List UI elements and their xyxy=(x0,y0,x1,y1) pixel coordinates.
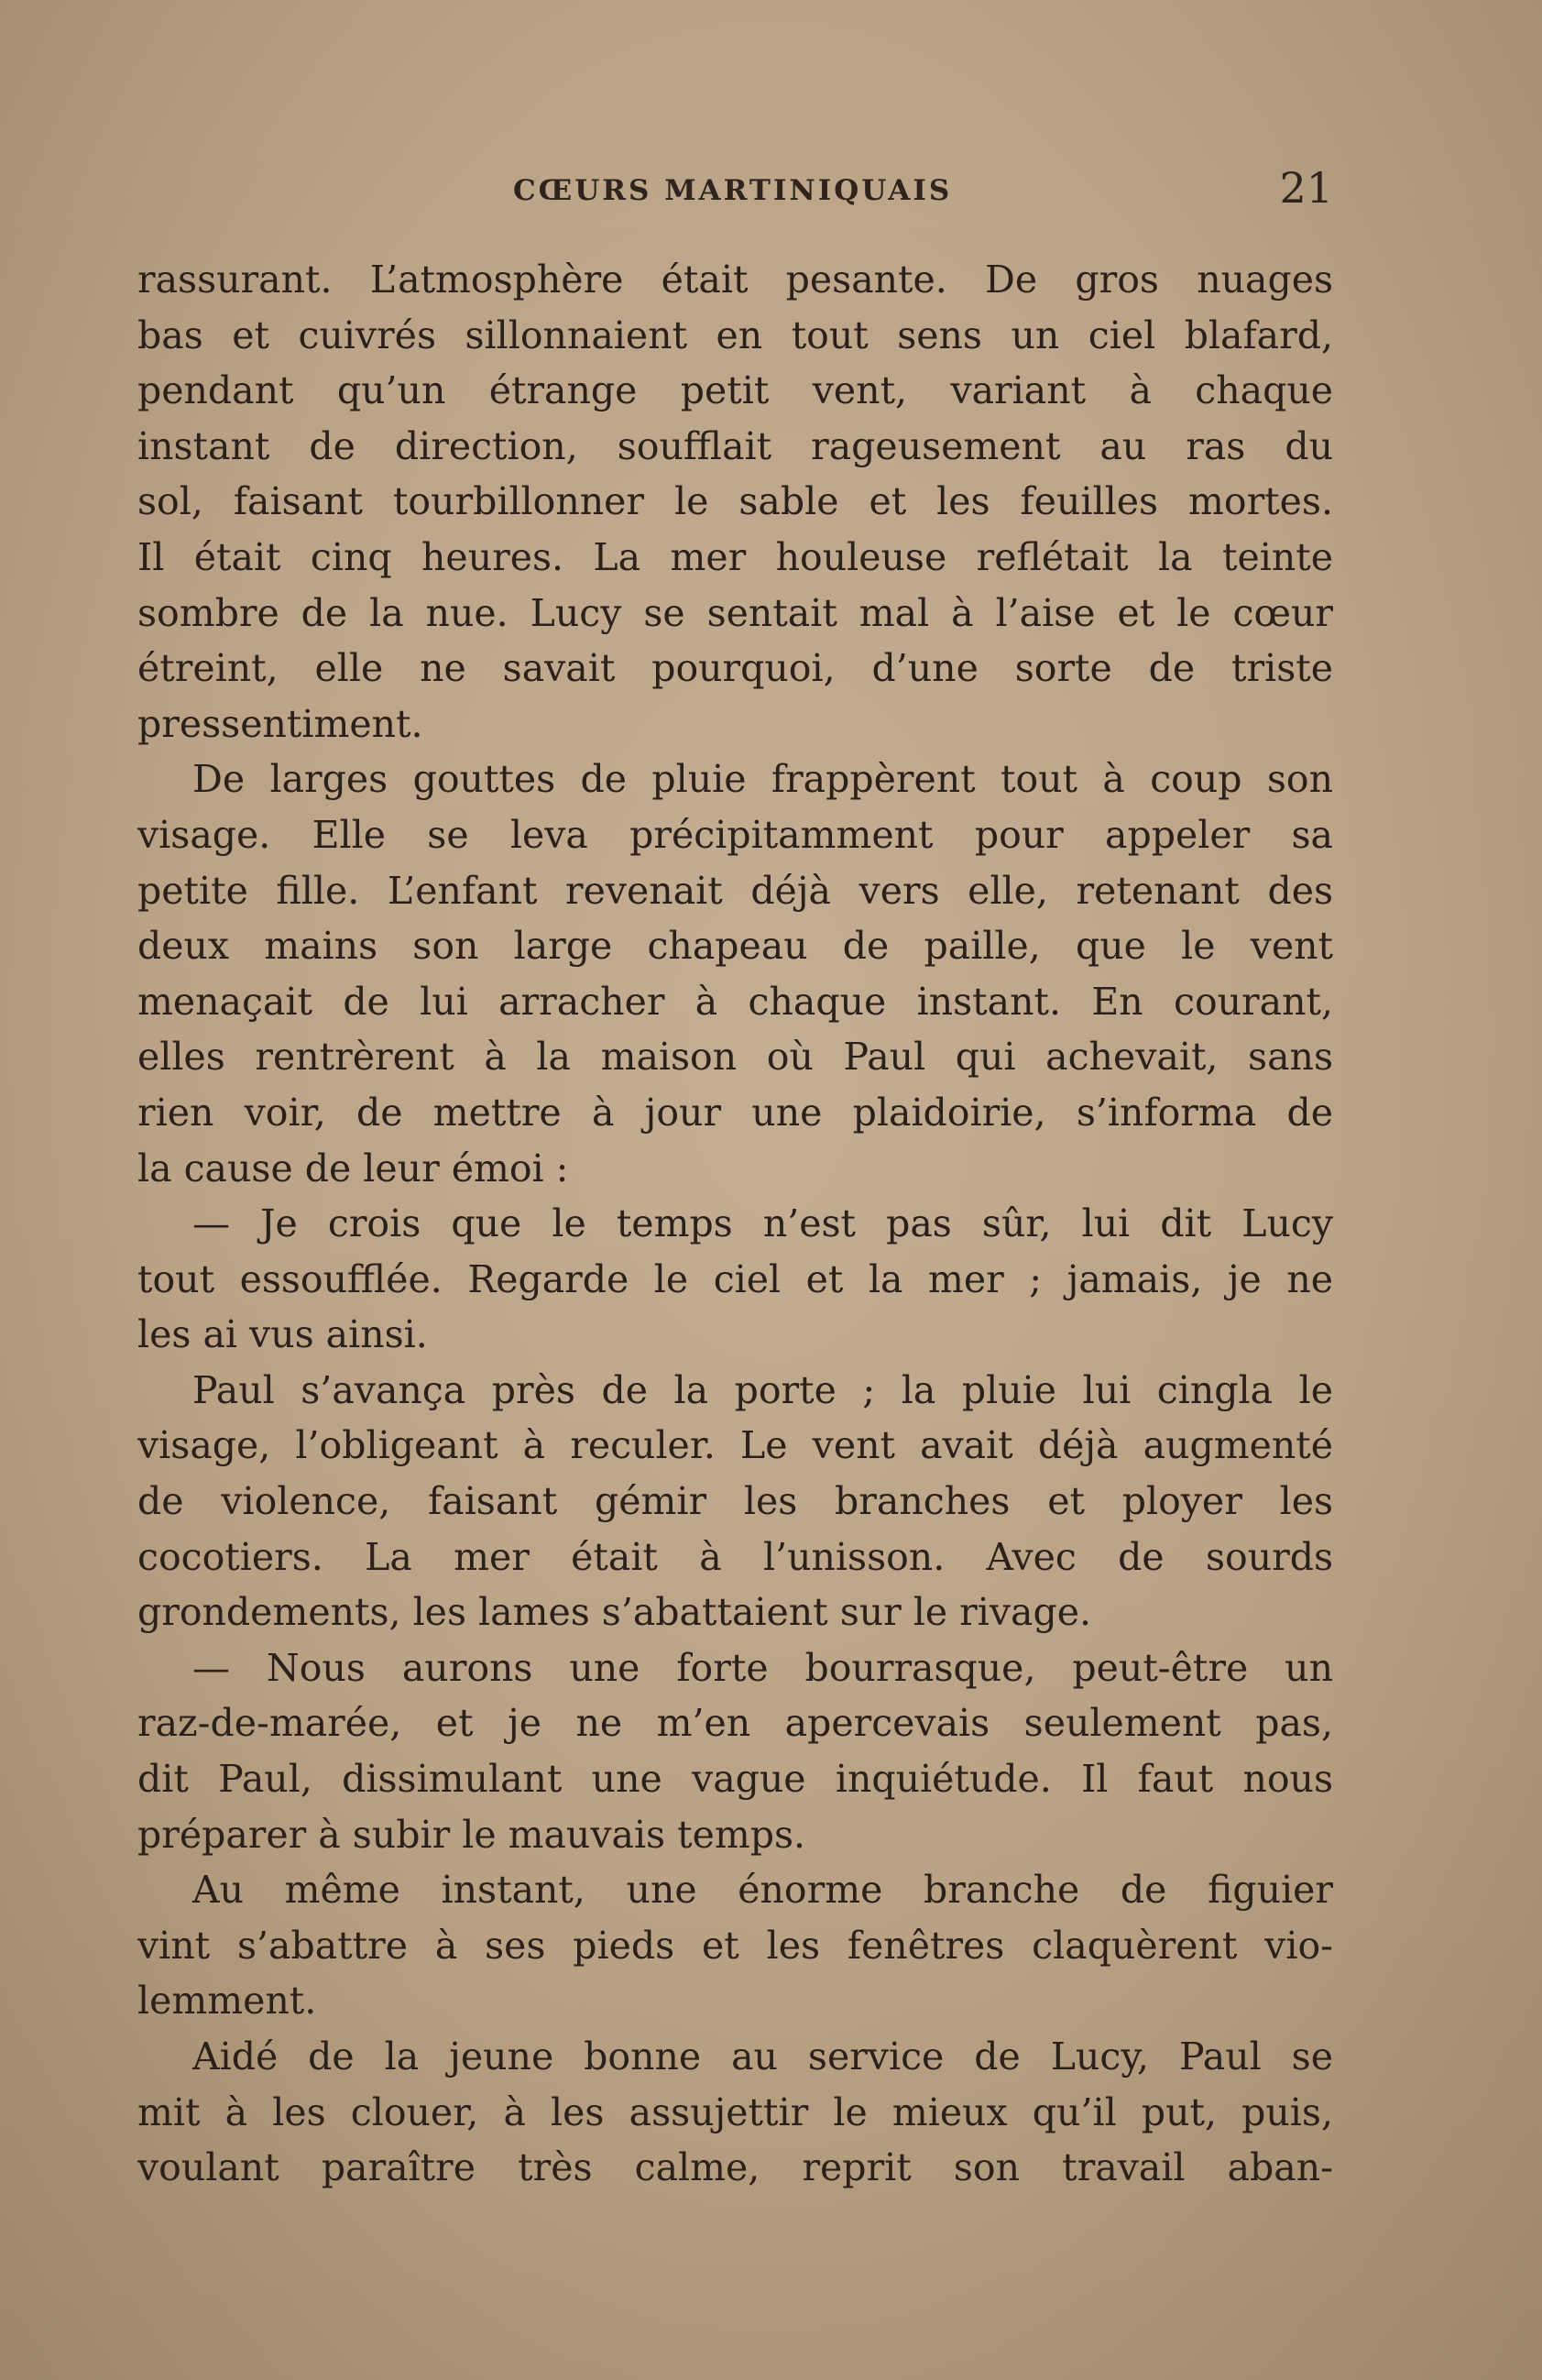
text-line: vint s’abattre à ses pieds et les fenêtres claquèrent vio- xyxy=(137,1923,1333,1968)
text-line: petite fille. L’enfant revenait déjà vers elle, retenant des xyxy=(137,868,1333,913)
page-number: 21 xyxy=(1279,163,1333,213)
text-line: la cause de leur émoi : xyxy=(137,1146,569,1190)
text-line: rassurant. L’atmosphère était pesante. De gros nuages xyxy=(137,258,1333,302)
text-line: — Nous aurons une forte bourrasque, peut-être un xyxy=(192,1645,1333,1690)
text-line: sombre de la nue. Lucy se sentait mal à l’aise et le cœur xyxy=(137,590,1333,635)
text-line: Au même instant, une énorme branche de figuier xyxy=(192,1868,1333,1913)
text-line: deux mains son large chapeau de paille, que le vent xyxy=(137,924,1333,969)
text-line: pressentiment. xyxy=(137,701,423,746)
text-line: cocotiers. La mer était à l’unisson. Avec de sourds xyxy=(137,1534,1333,1579)
text-line: préparer à subir le mauvais temps. xyxy=(137,1812,806,1857)
text-line: lemment. xyxy=(137,1979,317,2024)
text-line: Aidé de la jeune bonne au service de Lucy, Paul se xyxy=(192,2035,1333,2078)
text-line: instant de direction, soufflait rageusement au ras du xyxy=(137,423,1333,468)
text-line: visage. Elle se leva précipitamment pour appeler sa xyxy=(137,812,1333,857)
text-line: pendant qu’un étrange petit vent, variant à chaque xyxy=(137,368,1333,413)
text-line: menaçait de lui arracher à chaque instant. En courant, xyxy=(137,979,1333,1024)
running-head xyxy=(137,163,1333,218)
text-line: mit à les clouer, à les assujettir le mieux qu’il put, puis, xyxy=(137,2089,1333,2134)
text-line: bas et cuivrés sillonnaient en tout sens un ciel blafard, xyxy=(137,313,1333,357)
text-line: dit Paul, dissimulant une vague inquiétude. Il faut nous xyxy=(137,1757,1333,1802)
text-line: rien voir, de mettre à jour une plaidoirie, s’informa de xyxy=(137,1090,1333,1135)
text-line: étreint, elle ne savait pourquoi, d’une sorte de triste xyxy=(137,646,1333,691)
text-line: Paul s’avança près de la porte ; la pluie lui cingla le xyxy=(192,1367,1333,1412)
text-line: — Je crois que le temps n’est pas sûr, lui dit Lucy xyxy=(192,1201,1333,1246)
body-text xyxy=(137,252,1333,2196)
text-line: elles rentrèrent à la maison où Paul qui achevait, sans xyxy=(137,1035,1333,1080)
text-line: Il était cinq heures. La mer houleuse reflétait la teinte xyxy=(137,534,1333,579)
text-line: sol, faisant tourbillonner le sable et les feuilles mortes. xyxy=(137,479,1333,524)
text-line: raz-de-marée, et je ne m’en apercevais seulement pas, xyxy=(137,1701,1333,1746)
text-line: grondements, les lames s’abattaient sur le rivage. xyxy=(137,1590,1092,1635)
running-title: CŒURS MARTINIQUAIS xyxy=(513,174,953,207)
text-line: de violence, faisant gémir les branches et ployer les xyxy=(137,1479,1333,1524)
text-line: visage, l’obligeant à reculer. Le vent avait déjà augmenté xyxy=(137,1423,1333,1468)
text-line: voulant paraître très calme, reprit son travail aban- xyxy=(137,2145,1333,2190)
text-line: tout essoufflée. Regarde le ciel et la mer ; jamais, je ne xyxy=(137,1256,1333,1301)
text-line: les ai vus ainsi. xyxy=(137,1312,428,1357)
text-line: De larges gouttes de pluie frappèrent tout à coup son xyxy=(192,757,1333,802)
